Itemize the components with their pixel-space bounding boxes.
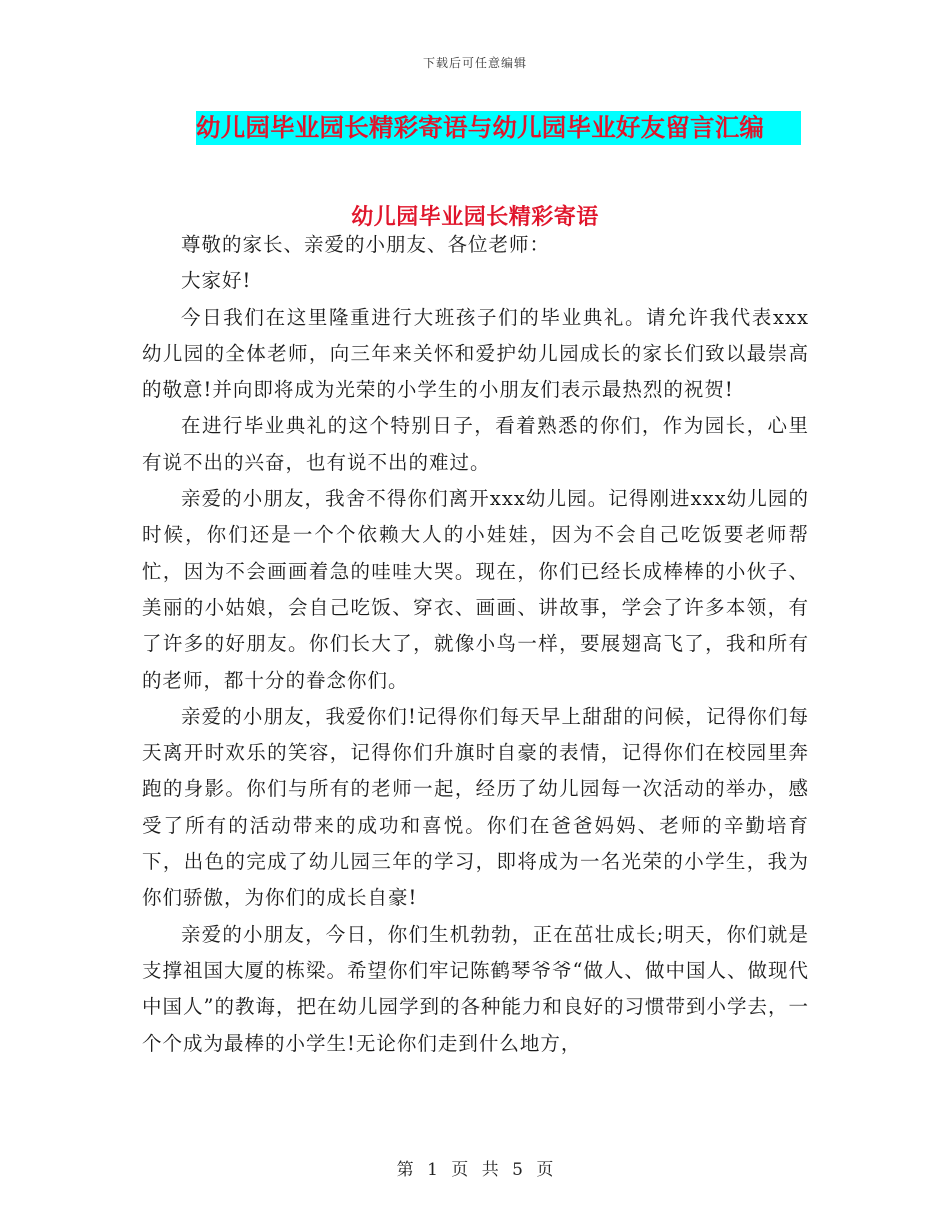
paragraph-greeting: 大家好! (181, 269, 252, 293)
document-body (142, 227, 809, 1062)
footer-label-total: 共 (481, 1160, 499, 1180)
paragraph: 亲爱的小朋友，我爱你们!记得你们每天早上甜甜的问候，记得你们每天离开时欢乐的笑容，记得你们升旗时自豪的表情，记得你们在校园里奔跑的身影。你们与所有的老师一起，经历了幼儿园每一次活动的举办，感受了所有的活动带来的成功和喜悦。你们在爸爸妈妈、老师的辛勤培育下，出色的完成了幼儿园三年的学习，即将成为一名光荣的小学生，我为你们骄傲，为你们的成长自豪! (142, 704, 809, 910)
paragraph: 亲爱的小朋友，今日，你们生机勃勃，正在茁壮成长;明天，你们就是支撑祖国大厦的栋梁。希望你们牢记陈鹤琴爷爷“做人、做中国人、做现代中国人”的教诲，把在幼儿园学到的各种能力和良好的习惯带到小学去，一个个成为最棒的小学生!无论你们走到什么地方， (142, 922, 809, 1055)
section-title: 幼儿园毕业园长精彩寄语 (351, 204, 599, 230)
footer-label-unit: 页 (451, 1160, 469, 1180)
footer-label-unit2: 页 (536, 1160, 554, 1180)
page-footer (0, 1155, 950, 1180)
document-title: 幼儿园毕业园长精彩寄语与幼儿园毕业好友留言汇编 (196, 111, 801, 145)
paragraph: 在进行毕业典礼的这个特别日子，看着熟悉的你们，作为园长，心里有说不出的兴奋，也有说不出的难过。 (142, 414, 809, 474)
footer-total-pages: 5 (512, 1160, 523, 1180)
footer-current-page: 1 (427, 1160, 438, 1180)
page-header-note: 下载后可任意编辑 (422, 56, 527, 70)
paragraph-salutation: 尊敬的家长、亲爱的小朋友、各位老师： (181, 233, 551, 256)
paragraph: 亲爱的小朋友，我舍不得你们离开xxx幼儿园。记得刚进xxx幼儿园的时候，你们还是一个个依赖大人的小娃娃，因为不会自己吃饭要老师帮忙，因为不会画画着急的哇哇大哭。现在，你们已经长成棒棒的小伙子、美丽的小姑娘，会自己吃饭、穿衣、画画、讲故事，学会了许多本领，有了许多的好朋友。你们长大了，就像小鸟一样，要展翅高飞了，我和所有的老师，都十分的眷念你们。 (142, 487, 809, 692)
paragraph: 今日我们在这里隆重进行大班孩子们的毕业典礼。请允许我代表xxx幼儿园的全体老师，向三年来关怀和爱护幼儿园成长的家长们致以最崇高的敬意!并向即将成为光荣的小学生的小朋友们表示最热烈的祝贺! (142, 305, 809, 402)
footer-label-page: 第 (396, 1160, 414, 1180)
